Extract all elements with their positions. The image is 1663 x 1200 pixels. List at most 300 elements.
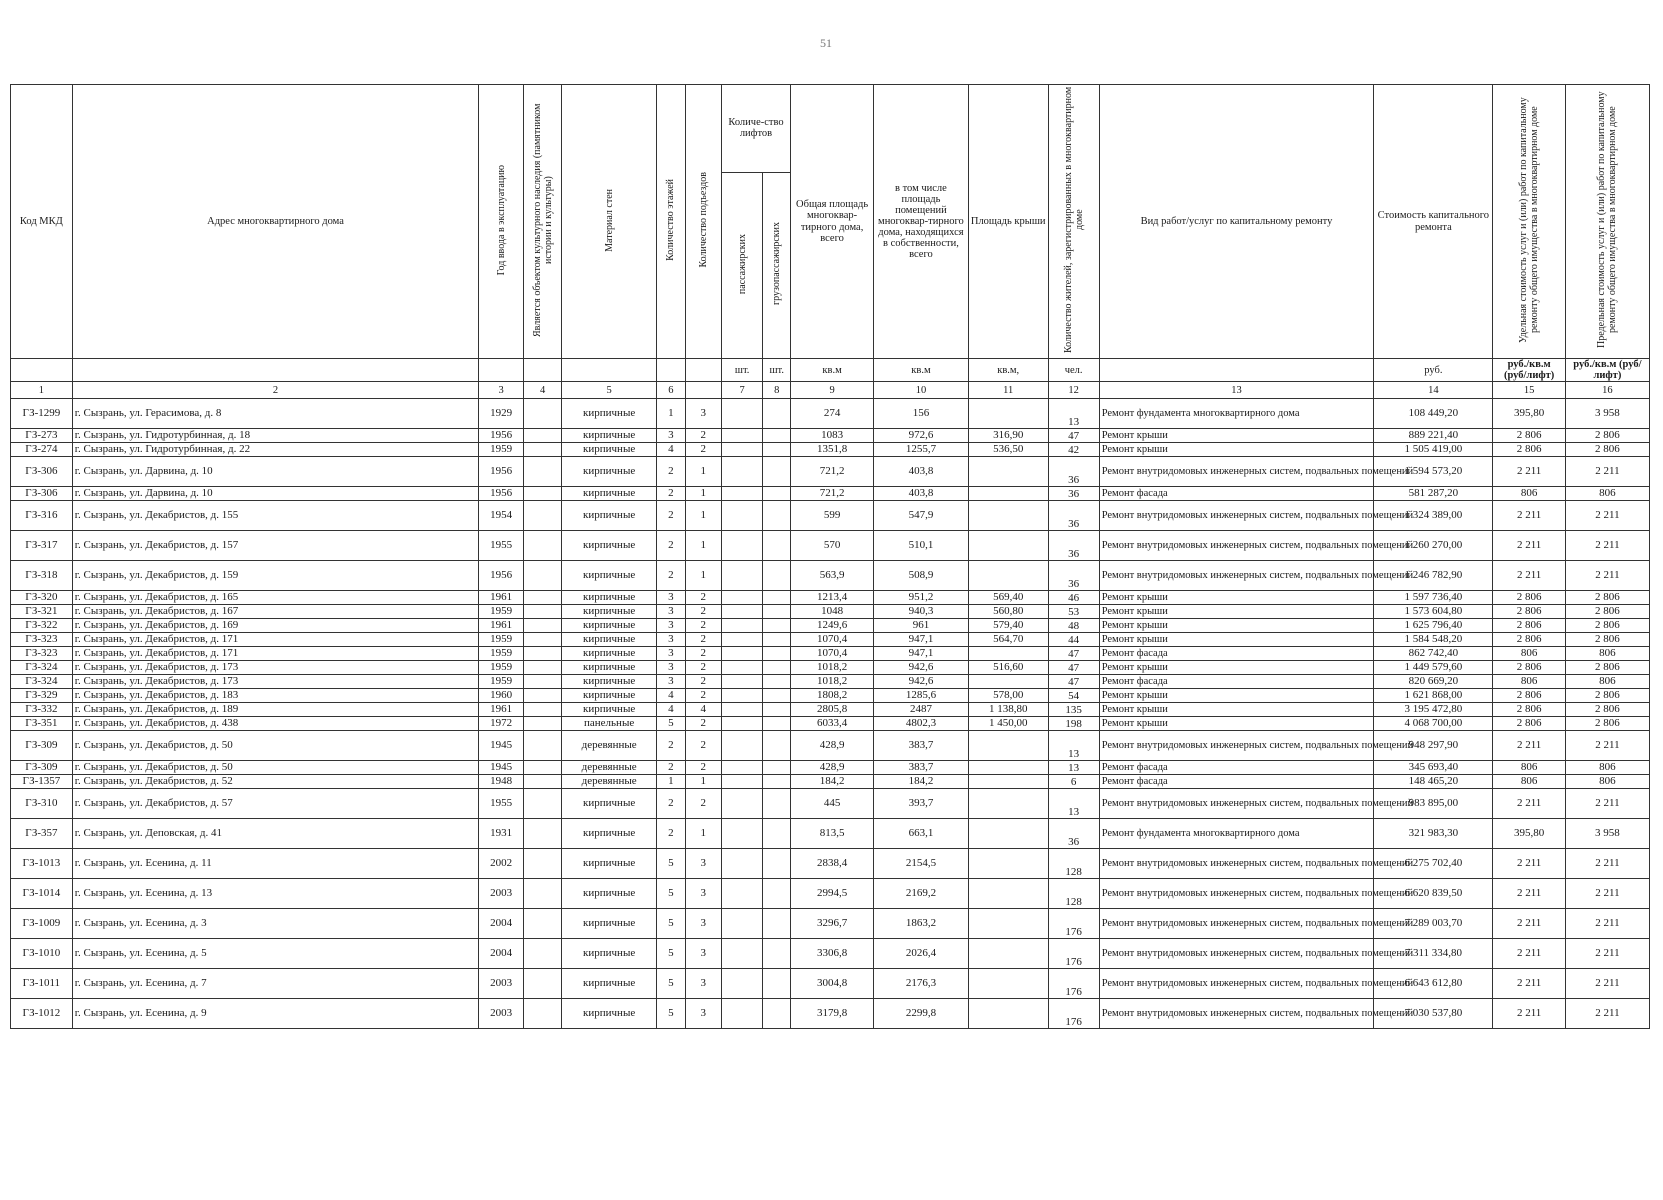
cell-lifts-passenger <box>721 661 763 675</box>
cell-year: 1931 <box>479 819 524 849</box>
cell-floors: 3 <box>656 619 685 633</box>
cell-residents: 53 <box>1048 605 1099 619</box>
cell-wall: кирпичные <box>562 969 657 999</box>
cell-year: 1972 <box>479 717 524 731</box>
cell-heritage <box>523 761 561 775</box>
cell-floors: 3 <box>656 661 685 675</box>
cell-lifts-cargo <box>763 731 791 761</box>
cell-owned-area: 951,2 <box>874 591 969 605</box>
cell-address: г. Сызрань, ул. Гидротурбинная, д. 18 <box>72 429 479 443</box>
col-number: 2 <box>72 382 479 399</box>
cell-lifts-cargo <box>763 999 791 1029</box>
cell-owned-area: 972,6 <box>874 429 969 443</box>
cell-total-area: 721,2 <box>791 487 874 501</box>
cell-code: ГЗ-324 <box>11 675 73 689</box>
cell-residents: 13 <box>1048 399 1099 429</box>
cell-roof-area <box>968 969 1048 999</box>
cell-lifts-passenger <box>721 531 763 561</box>
cell-year: 2002 <box>479 849 524 879</box>
cell-code: ГЗ-329 <box>11 689 73 703</box>
cell-roof-area <box>968 909 1048 939</box>
cell-owned-area: 510,1 <box>874 531 969 561</box>
cell-unit-cost: 2 211 <box>1493 561 1565 591</box>
cell-year: 1959 <box>479 443 524 457</box>
cell-owned-area: 184,2 <box>874 775 969 789</box>
cell-year: 2004 <box>479 939 524 969</box>
cell-cost: 7 030 537,80 <box>1374 999 1493 1029</box>
cell-cost: 889 221,40 <box>1374 429 1493 443</box>
header-unit-cost: Удельная стоимость услуг и (или) работ по капитальному ремонту общего имущества в многоквартирном доме <box>1518 97 1541 343</box>
cell-wall: кирпичные <box>562 531 657 561</box>
cell-entrances: 2 <box>685 789 721 819</box>
table-row <box>11 689 1650 703</box>
cell-unit-cost: 2 806 <box>1493 633 1565 647</box>
cell-residents: 47 <box>1048 661 1099 675</box>
cell-floors: 5 <box>656 849 685 879</box>
cell-max-cost: 2 211 <box>1565 789 1649 819</box>
unit-total-area: кв.м <box>791 359 874 382</box>
cell-work: Ремонт крыши <box>1099 591 1374 605</box>
cell-roof-area <box>968 675 1048 689</box>
cell-total-area: 599 <box>791 501 874 531</box>
cell-wall: кирпичные <box>562 703 657 717</box>
table-row <box>11 703 1650 717</box>
cell-work: Ремонт фасада <box>1099 761 1374 775</box>
table-row <box>11 619 1650 633</box>
table-row <box>11 501 1650 531</box>
cell-address: г. Сызрань, ул. Гидротурбинная, д. 22 <box>72 443 479 457</box>
cell-heritage <box>523 703 561 717</box>
cell-year: 2003 <box>479 969 524 999</box>
cell-floors: 2 <box>656 457 685 487</box>
cell-address: г. Сызрань, ул. Декабристов, д. 171 <box>72 647 479 661</box>
cell-cost: 1 260 270,00 <box>1374 531 1493 561</box>
cell-lifts-cargo <box>763 703 791 717</box>
cell-heritage <box>523 969 561 999</box>
cell-owned-area: 403,8 <box>874 457 969 487</box>
unit-residents: чел. <box>1048 359 1099 382</box>
cell-lifts-cargo <box>763 619 791 633</box>
cell-code: ГЗ-1299 <box>11 399 73 429</box>
cell-entrances: 3 <box>685 939 721 969</box>
cell-year: 1961 <box>479 619 524 633</box>
cell-floors: 4 <box>656 689 685 703</box>
cell-floors: 3 <box>656 675 685 689</box>
cell-year: 1959 <box>479 633 524 647</box>
cell-unit-cost: 806 <box>1493 647 1565 661</box>
cell-lifts-cargo <box>763 443 791 457</box>
cell-roof-area <box>968 999 1048 1029</box>
table-row <box>11 605 1650 619</box>
col-number: 13 <box>1099 382 1374 399</box>
cell-work: Ремонт крыши <box>1099 605 1374 619</box>
cell-residents: 48 <box>1048 619 1099 633</box>
header-residents: Количество жителей, зарегистрированных в многоквартирном доме <box>1062 86 1085 354</box>
cell-work: Ремонт крыши <box>1099 429 1374 443</box>
cell-owned-area: 942,6 <box>874 675 969 689</box>
cell-cost: 1 573 604,80 <box>1374 605 1493 619</box>
cell-floors: 5 <box>656 969 685 999</box>
cell-total-area: 1808,2 <box>791 689 874 703</box>
cell-cost: 983 895,00 <box>1374 789 1493 819</box>
cell-max-cost: 2 806 <box>1565 443 1649 457</box>
cell-max-cost: 806 <box>1565 675 1649 689</box>
cell-cost: 321 983,30 <box>1374 819 1493 849</box>
cell-year: 1960 <box>479 689 524 703</box>
cell-code: ГЗ-274 <box>11 443 73 457</box>
cell-heritage <box>523 717 561 731</box>
cell-unit-cost: 2 806 <box>1493 591 1565 605</box>
cell-address: г. Сызрань, ул. Есенина, д. 11 <box>72 849 479 879</box>
cell-total-area: 721,2 <box>791 457 874 487</box>
cell-work: Ремонт внутридомовых инженерных систем, подвальных помещений <box>1099 849 1374 879</box>
cell-year: 1959 <box>479 675 524 689</box>
cell-wall: кирпичные <box>562 999 657 1029</box>
cell-code: ГЗ-1357 <box>11 775 73 789</box>
cell-owned-area: 403,8 <box>874 487 969 501</box>
cell-residents: 13 <box>1048 789 1099 819</box>
cell-max-cost: 2 211 <box>1565 457 1649 487</box>
cell-lifts-passenger <box>721 689 763 703</box>
cell-total-area: 428,9 <box>791 761 874 775</box>
cell-lifts-passenger <box>721 399 763 429</box>
page-number: 51 <box>820 36 832 50</box>
cell-address: г. Сызрань, ул. Декабристов, д. 52 <box>72 775 479 789</box>
cell-total-area: 1249,6 <box>791 619 874 633</box>
cell-year: 1956 <box>479 429 524 443</box>
cell-lifts-passenger <box>721 429 763 443</box>
cell-roof-area <box>968 789 1048 819</box>
cell-heritage <box>523 457 561 487</box>
cell-floors: 3 <box>656 605 685 619</box>
cell-floors: 2 <box>656 789 685 819</box>
cell-cost: 820 669,20 <box>1374 675 1493 689</box>
cell-wall: кирпичные <box>562 591 657 605</box>
cell-floors: 2 <box>656 761 685 775</box>
cell-cost: 1 449 579,60 <box>1374 661 1493 675</box>
cell-residents: 176 <box>1048 939 1099 969</box>
cell-floors: 2 <box>656 531 685 561</box>
cell-roof-area: 536,50 <box>968 443 1048 457</box>
cell-wall: деревянные <box>562 731 657 761</box>
cell-owned-area: 1285,6 <box>874 689 969 703</box>
cell-cost: 6 275 702,40 <box>1374 849 1493 879</box>
cell-heritage <box>523 675 561 689</box>
cell-max-cost: 2 211 <box>1565 909 1649 939</box>
cell-entrances: 1 <box>685 487 721 501</box>
cell-address: г. Сызрань, ул. Декабристов, д. 189 <box>72 703 479 717</box>
cell-code: ГЗ-351 <box>11 717 73 731</box>
table-row <box>11 399 1650 429</box>
unit-owned-area: кв.м <box>874 359 969 382</box>
cell-roof-area <box>968 399 1048 429</box>
cell-year: 1961 <box>479 591 524 605</box>
cell-code: ГЗ-273 <box>11 429 73 443</box>
col-number: 12 <box>1048 382 1099 399</box>
cell-wall: кирпичные <box>562 939 657 969</box>
cell-work: Ремонт внутридомовых инженерных систем, подвальных помещений <box>1099 731 1374 761</box>
cell-address: г. Сызрань, ул. Декабристов, д. 157 <box>72 531 479 561</box>
cell-residents: 13 <box>1048 731 1099 761</box>
col-number <box>685 382 721 399</box>
cell-wall: кирпичные <box>562 879 657 909</box>
cell-lifts-cargo <box>763 909 791 939</box>
cell-cost: 7 311 334,80 <box>1374 939 1493 969</box>
cell-unit-cost: 2 806 <box>1493 619 1565 633</box>
table-row <box>11 717 1650 731</box>
cell-roof-area <box>968 775 1048 789</box>
cell-max-cost: 2 806 <box>1565 633 1649 647</box>
cell-total-area: 1070,4 <box>791 633 874 647</box>
cell-max-cost: 2 806 <box>1565 605 1649 619</box>
cell-lifts-cargo <box>763 969 791 999</box>
cell-max-cost: 2 211 <box>1565 501 1649 531</box>
cell-residents: 47 <box>1048 647 1099 661</box>
cell-code: ГЗ-1014 <box>11 879 73 909</box>
cell-total-area: 570 <box>791 531 874 561</box>
cell-unit-cost: 2 211 <box>1493 999 1565 1029</box>
cell-max-cost: 3 958 <box>1565 819 1649 849</box>
cell-lifts-passenger <box>721 647 763 661</box>
cell-year: 2003 <box>479 879 524 909</box>
cell-floors: 3 <box>656 647 685 661</box>
cell-residents: 36 <box>1048 487 1099 501</box>
cell-roof-area: 569,40 <box>968 591 1048 605</box>
cell-residents: 176 <box>1048 909 1099 939</box>
cell-wall: кирпичные <box>562 561 657 591</box>
cell-code: ГЗ-1010 <box>11 939 73 969</box>
header-roof-area: Площадь крыши <box>968 85 1048 359</box>
cell-work: Ремонт фундамента многоквартирного дома <box>1099 399 1374 429</box>
cell-entrances: 3 <box>685 909 721 939</box>
cell-floors: 2 <box>656 819 685 849</box>
cell-lifts-passenger <box>721 501 763 531</box>
table-row <box>11 775 1650 789</box>
cell-address: г. Сызрань, ул. Декабристов, д. 50 <box>72 761 479 775</box>
cell-heritage <box>523 561 561 591</box>
cell-floors: 2 <box>656 731 685 761</box>
cell-floors: 4 <box>656 443 685 457</box>
cell-lifts-cargo <box>763 561 791 591</box>
cell-max-cost: 2 806 <box>1565 717 1649 731</box>
cell-wall: кирпичные <box>562 789 657 819</box>
header-code: Код МКД <box>11 85 73 359</box>
cell-unit-cost: 806 <box>1493 761 1565 775</box>
cell-total-area: 3179,8 <box>791 999 874 1029</box>
cell-floors: 5 <box>656 879 685 909</box>
header-lifts-passenger: пассажирских <box>736 233 748 294</box>
cell-code: ГЗ-310 <box>11 789 73 819</box>
cell-max-cost: 2 211 <box>1565 561 1649 591</box>
cell-residents: 54 <box>1048 689 1099 703</box>
cell-lifts-passenger <box>721 457 763 487</box>
cell-total-area: 428,9 <box>791 731 874 761</box>
cell-total-area: 184,2 <box>791 775 874 789</box>
cell-unit-cost: 2 211 <box>1493 909 1565 939</box>
cell-owned-area: 508,9 <box>874 561 969 591</box>
cell-lifts-cargo <box>763 633 791 647</box>
cell-entrances: 3 <box>685 969 721 999</box>
cell-code: ГЗ-324 <box>11 661 73 675</box>
col-number: 16 <box>1565 382 1649 399</box>
cell-entrances: 1 <box>685 819 721 849</box>
cell-wall: кирпичные <box>562 849 657 879</box>
cell-lifts-cargo <box>763 457 791 487</box>
cell-lifts-cargo <box>763 849 791 879</box>
cell-owned-area: 2154,5 <box>874 849 969 879</box>
cell-cost: 6 620 839,50 <box>1374 879 1493 909</box>
cell-lifts-passenger <box>721 775 763 789</box>
cell-total-area: 1018,2 <box>791 661 874 675</box>
cell-max-cost: 2 806 <box>1565 619 1649 633</box>
cell-lifts-cargo <box>763 591 791 605</box>
cell-unit-cost: 806 <box>1493 775 1565 789</box>
col-number: 3 <box>479 382 524 399</box>
header-entrances: Количество подъездов <box>697 172 709 268</box>
cell-entrances: 3 <box>685 999 721 1029</box>
cell-lifts-cargo <box>763 689 791 703</box>
cell-heritage <box>523 661 561 675</box>
cell-code: ГЗ-309 <box>11 731 73 761</box>
cell-work: Ремонт внутридомовых инженерных систем, подвальных помещений <box>1099 457 1374 487</box>
cell-unit-cost: 2 806 <box>1493 661 1565 675</box>
cell-lifts-cargo <box>763 647 791 661</box>
cell-owned-area: 947,1 <box>874 647 969 661</box>
cell-lifts-passenger <box>721 879 763 909</box>
cell-year: 1956 <box>479 457 524 487</box>
table-row <box>11 443 1650 457</box>
table-row <box>11 819 1650 849</box>
cell-lifts-cargo <box>763 399 791 429</box>
cell-unit-cost: 806 <box>1493 675 1565 689</box>
cell-owned-area: 940,3 <box>874 605 969 619</box>
cell-entrances: 2 <box>685 443 721 457</box>
cell-unit-cost: 2 211 <box>1493 939 1565 969</box>
cell-wall: кирпичные <box>562 501 657 531</box>
cell-code: ГЗ-1012 <box>11 999 73 1029</box>
cell-heritage <box>523 939 561 969</box>
cell-wall: кирпичные <box>562 633 657 647</box>
cell-residents: 36 <box>1048 531 1099 561</box>
cell-lifts-passenger <box>721 675 763 689</box>
cell-work: Ремонт внутридомовых инженерных систем, подвальных помещений <box>1099 969 1374 999</box>
cell-unit-cost: 2 211 <box>1493 969 1565 999</box>
cell-lifts-cargo <box>763 429 791 443</box>
cell-code: ГЗ-309 <box>11 761 73 775</box>
col-number: 6 <box>656 382 685 399</box>
cell-roof-area <box>968 819 1048 849</box>
cell-wall: кирпичные <box>562 487 657 501</box>
cell-roof-area: 1 450,00 <box>968 717 1048 731</box>
header-year: Год ввода в эксплуатацию <box>495 164 507 276</box>
cell-unit-cost: 395,80 <box>1493 399 1565 429</box>
cell-code: ГЗ-323 <box>11 633 73 647</box>
cell-total-area: 1070,4 <box>791 647 874 661</box>
cell-unit-cost: 2 211 <box>1493 789 1565 819</box>
table-row <box>11 531 1650 561</box>
cell-heritage <box>523 429 561 443</box>
table-row <box>11 429 1650 443</box>
cell-entrances: 1 <box>685 561 721 591</box>
cell-lifts-passenger <box>721 619 763 633</box>
cell-owned-area: 2299,8 <box>874 999 969 1029</box>
cell-lifts-passenger <box>721 443 763 457</box>
cell-roof-area <box>968 879 1048 909</box>
table-row <box>11 675 1650 689</box>
cell-roof-area: 578,00 <box>968 689 1048 703</box>
cell-heritage <box>523 501 561 531</box>
cell-entrances: 2 <box>685 731 721 761</box>
cell-entrances: 1 <box>685 775 721 789</box>
cell-work: Ремонт крыши <box>1099 717 1374 731</box>
cell-lifts-cargo <box>763 661 791 675</box>
header-lifts-cargo: грузопассажирских <box>771 222 783 306</box>
cell-address: г. Сызрань, ул. Декабристов, д. 169 <box>72 619 479 633</box>
cell-max-cost: 806 <box>1565 761 1649 775</box>
cell-year: 1945 <box>479 731 524 761</box>
cell-total-area: 2805,8 <box>791 703 874 717</box>
cell-roof-area <box>968 487 1048 501</box>
cell-total-area: 2838,4 <box>791 849 874 879</box>
cell-lifts-cargo <box>763 775 791 789</box>
cell-lifts-passenger <box>721 909 763 939</box>
cell-address: г. Сызрань, ул. Декабристов, д. 167 <box>72 605 479 619</box>
cell-cost: 108 449,20 <box>1374 399 1493 429</box>
cell-year: 1955 <box>479 789 524 819</box>
cell-cost: 1 594 573,20 <box>1374 457 1493 487</box>
cell-lifts-passenger <box>721 731 763 761</box>
header-cost: Стоимость капитального ремонта <box>1374 85 1493 359</box>
cell-cost: 1 584 548,20 <box>1374 633 1493 647</box>
table-row <box>11 457 1650 487</box>
cell-owned-area: 383,7 <box>874 761 969 775</box>
cell-year: 1956 <box>479 487 524 501</box>
cell-entrances: 2 <box>685 647 721 661</box>
cell-max-cost: 2 211 <box>1565 999 1649 1029</box>
cell-address: г. Сызрань, ул. Декабристов, д. 155 <box>72 501 479 531</box>
cell-heritage <box>523 689 561 703</box>
table-row <box>11 591 1650 605</box>
col-number: 11 <box>968 382 1048 399</box>
cell-total-area: 445 <box>791 789 874 819</box>
cell-roof-area <box>968 531 1048 561</box>
cell-unit-cost: 2 211 <box>1493 457 1565 487</box>
unit-lifts-passenger: шт. <box>721 359 763 382</box>
cell-total-area: 1083 <box>791 429 874 443</box>
cell-entrances: 2 <box>685 429 721 443</box>
cell-unit-cost: 806 <box>1493 487 1565 501</box>
cell-owned-area: 2169,2 <box>874 879 969 909</box>
cell-address: г. Сызрань, ул. Декабристов, д. 173 <box>72 661 479 675</box>
cell-roof-area: 579,40 <box>968 619 1048 633</box>
cell-code: ГЗ-323 <box>11 647 73 661</box>
cell-residents: 36 <box>1048 501 1099 531</box>
cell-owned-area: 961 <box>874 619 969 633</box>
cell-max-cost: 2 211 <box>1565 849 1649 879</box>
cell-floors: 2 <box>656 561 685 591</box>
cell-lifts-cargo <box>763 487 791 501</box>
cell-address: г. Сызрань, ул. Декабристов, д. 165 <box>72 591 479 605</box>
cell-wall: кирпичные <box>562 689 657 703</box>
cell-lifts-cargo <box>763 531 791 561</box>
cell-address: г. Сызрань, ул. Декабристов, д. 183 <box>72 689 479 703</box>
table-row <box>11 761 1650 775</box>
cell-entrances: 2 <box>685 619 721 633</box>
table-row <box>11 661 1650 675</box>
cell-cost: 148 465,20 <box>1374 775 1493 789</box>
table-body <box>11 399 1650 1029</box>
cell-entrances: 2 <box>685 717 721 731</box>
